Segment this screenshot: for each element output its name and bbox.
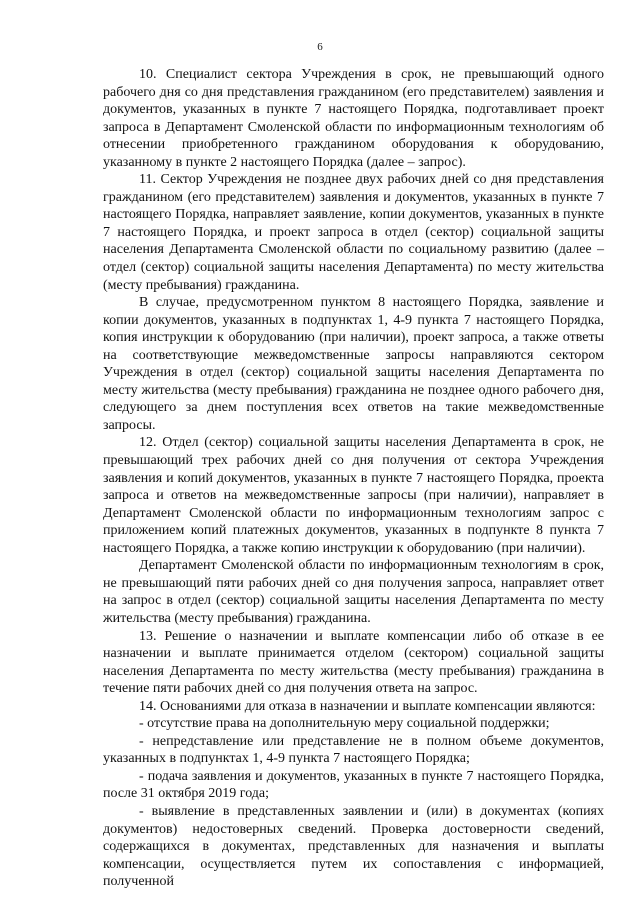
document-body xyxy=(103,66,604,891)
paragraph-10-specialist-request: 10. Специалист сектора Учреждения в срок, не превышающий одного рабочего дня со дня представления гражданином (его представителем) заявления и документов, указанных в пункте 7 настоящего Порядка, подготавливает проект запроса в Департамент Смоленской области по информационным технологиям об отнесении приобретенного гражданином оборудования к оборудованию, указанному в пункте 2 настоящего Порядка (далее – запрос). xyxy=(103,67,604,170)
page-number: 6 xyxy=(317,41,323,53)
paragraph-12-department-request: 12. Отдел (сектор) социальной защиты населения Департамента в срок, не превышающий трех рабочих дней со дня получения от сектора Учреждения заявления и копий документов, указанных в пункте 7 настоящего Порядка, проекта запроса и ответов на межведомственные запросы (при наличии), направляет в Департамент Смоленской области по информационным технологиям запрос с приложением копий платежных документов, указанных в подпункте 8 пункта 7 настоящего Порядка, а также копию инструкции к оборудованию (при наличии). xyxy=(103,435,604,556)
paragraph-11-sector-forwarding: 11. Сектор Учреждения не позднее двух рабочих дней со дня представления гражданином (его представителем) заявления и документов, указанных в пункте 7 настоящего Порядка, направляет заявление, копии документов, указанных в пункте 7 настоящего Порядка, и проект запроса в отдел (сектор) социальной защиты населения Департамента Смоленской области по социальному развитию (далее – отдел (сектор) социальной защиты населения Департамента) по месту жительства (месту пребывания) гражданина. xyxy=(103,172,604,293)
paragraph-14-refusal-grounds: 14. Основаниями для отказа в назначении и выплате компенсации являются: xyxy=(139,698,596,714)
paragraph-12-it-department-response: Департамент Смоленской области по информационным технологиям в срок, не превышающий пяти рабочих дней со дня получения запроса, направляет ответ на запрос в отдел (сектор) социальной защиты населения Департамента по месту жительства (месту пребывания) гражданина. xyxy=(103,558,604,626)
paragraph-11-case-point-8: В случае, предусмотренном пунктом 8 настоящего Порядка, заявление и копии документов, указанных в подпунктах 1, 4-9 пункта 7 настоящего Порядка, копия инструкции к оборудованию (при наличии), проект запроса, а также ответы на соответствующие межведомственные запросы направляются сектором Учреждения в отдел (сектор) социальной защиты населения Департамента по месту жительства (месту пребывания) гражданина не позднее одного рабочего дня, следующего за днем поступления всех ответов на такие межведомственные запросы. xyxy=(103,295,604,433)
refusal-ground-no-right: - отсутствие права на дополнительную меру социальной поддержки; xyxy=(139,716,550,732)
refusal-ground-false-information: - выявление в представленных заявлении и (или) в документах (копиях документов) недостоверных сведений. Проверка достоверности сведений, содержащихся в документах, представленных для назначения и выплаты компенсации, осуществляется путем их сопоставления с информацией, полученной xyxy=(103,803,604,890)
paragraph-13-decision: 13. Решение о назначении и выплате компенсации либо об отказе в ее назначении и выплате принимается отделом (сектором) социальной защиты населения Департамента по месту жительства (месту пребывания) гражданина в течение пяти рабочих дней со дня получения ответа на запрос. xyxy=(103,628,604,697)
refusal-ground-incomplete-documents: - непредставление или представление не в полном объеме документов, указанных в подпунктах 1, 4-9 пункта 7 настоящего Порядка; xyxy=(103,733,604,767)
refusal-ground-late-submission: - подача заявления и документов, указанных в пункте 7 настоящего Порядка, после 31 октября 2019 года; xyxy=(103,768,604,802)
